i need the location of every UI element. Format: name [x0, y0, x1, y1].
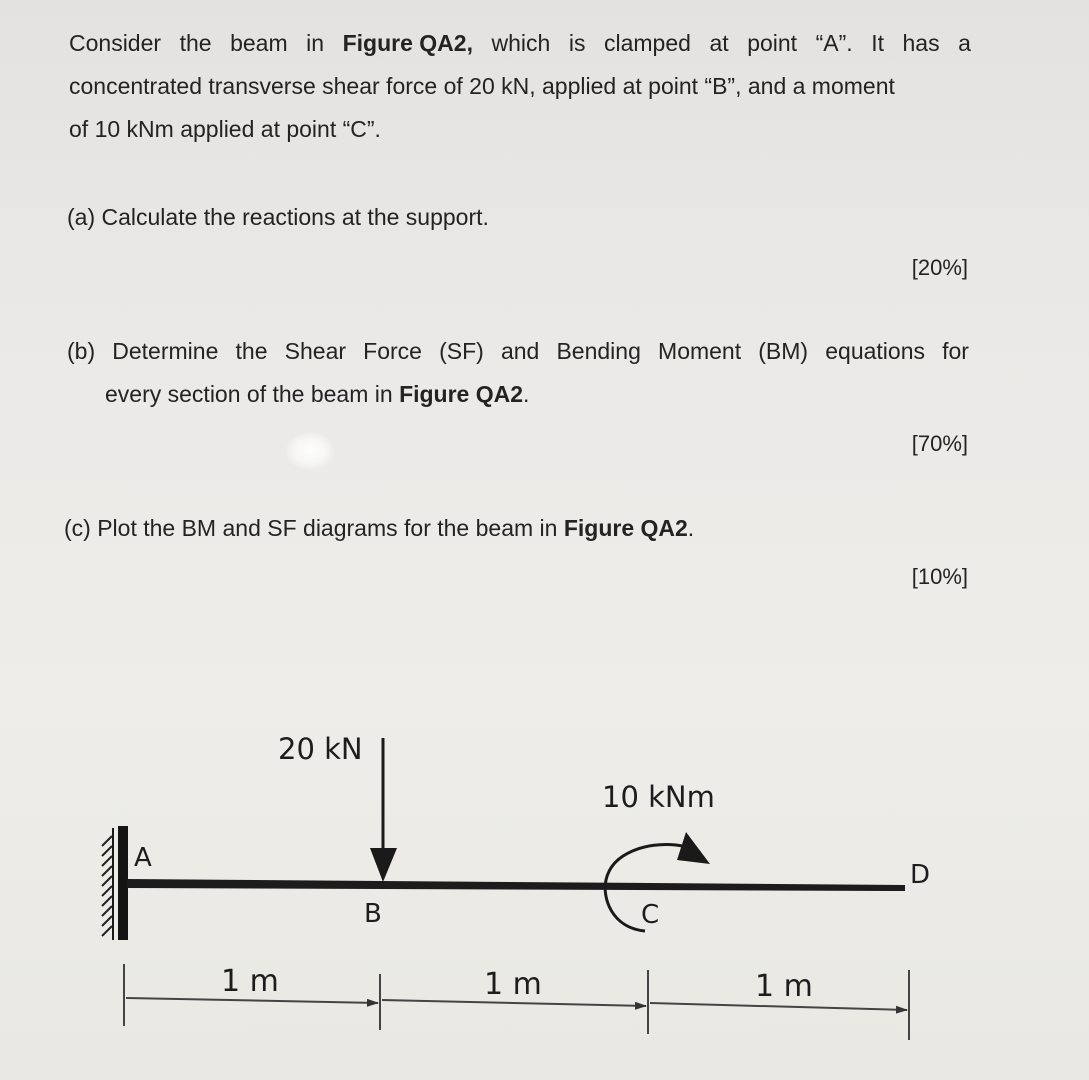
part-a-line: (a) Calculate the reactions at the support.: [67, 204, 489, 230]
point-b-label: B: [364, 899, 382, 929]
moment-arrow-head: [677, 832, 710, 864]
part-b-marks: [70%]: [911, 431, 968, 456]
part-a-marks: [20%]: [911, 255, 968, 280]
word: has: [902, 30, 940, 56]
fixed-support-wall: [118, 826, 128, 940]
word: Force: [363, 338, 422, 364]
word: a: [958, 30, 971, 56]
dimension-label-cd: 1 m: [755, 969, 813, 1004]
force-arrow-head: [370, 848, 397, 882]
word: Shear: [284, 338, 347, 364]
part-b-line-2-text: every section of the beam in: [105, 381, 400, 407]
word: at: [709, 30, 729, 56]
figure-ref: Figure QA2,: [342, 30, 473, 56]
word: (SF): [439, 338, 484, 364]
intro-line-3: of 10 kNm applied at point “C”.: [69, 116, 381, 142]
word: “A”.: [815, 30, 853, 56]
word: in: [306, 30, 325, 56]
beam: [127, 879, 905, 891]
punctuation: .: [687, 515, 695, 541]
word: Moment: [658, 338, 742, 364]
word: Bending: [556, 338, 641, 364]
word: It: [871, 30, 884, 56]
dimension-label-ab: 1 m: [221, 964, 279, 999]
punctuation: .: [523, 381, 530, 407]
word: for: [942, 338, 969, 364]
dimension-line-cd: [650, 1003, 907, 1010]
point-a-label: A: [134, 843, 152, 873]
part-c-line-text: (c) Plot the BM and SF diagrams for the beam in: [64, 515, 564, 541]
word: Consider: [69, 30, 162, 56]
word: Determine: [112, 338, 219, 364]
word: clamped: [604, 30, 691, 56]
figure-ref: Figure QA2: [563, 515, 688, 541]
word: which: [491, 30, 551, 56]
intro-line-2: concentrated transverse shear force of 20 kN, applied at point “B”, and a moment: [69, 73, 895, 99]
dimension-label-bc: 1 m: [484, 967, 542, 1002]
word: and: [500, 338, 540, 364]
word: equations: [825, 338, 925, 364]
word: (b): [67, 338, 96, 364]
fixed-support-hatch: [102, 836, 112, 936]
point-d-label: D: [910, 860, 931, 890]
point-c-label: C: [641, 900, 660, 930]
part-c-marks: [10%]: [911, 564, 968, 589]
word: the: [235, 338, 268, 364]
word: (BM): [758, 338, 809, 364]
word: beam: [230, 30, 288, 56]
moment-label: 10 kNm: [602, 780, 715, 814]
word: the: [179, 30, 212, 56]
word: is: [568, 30, 586, 56]
word: point: [747, 30, 798, 56]
figure-ref: Figure QA2: [399, 381, 524, 407]
force-label: 20 kN: [278, 732, 363, 766]
